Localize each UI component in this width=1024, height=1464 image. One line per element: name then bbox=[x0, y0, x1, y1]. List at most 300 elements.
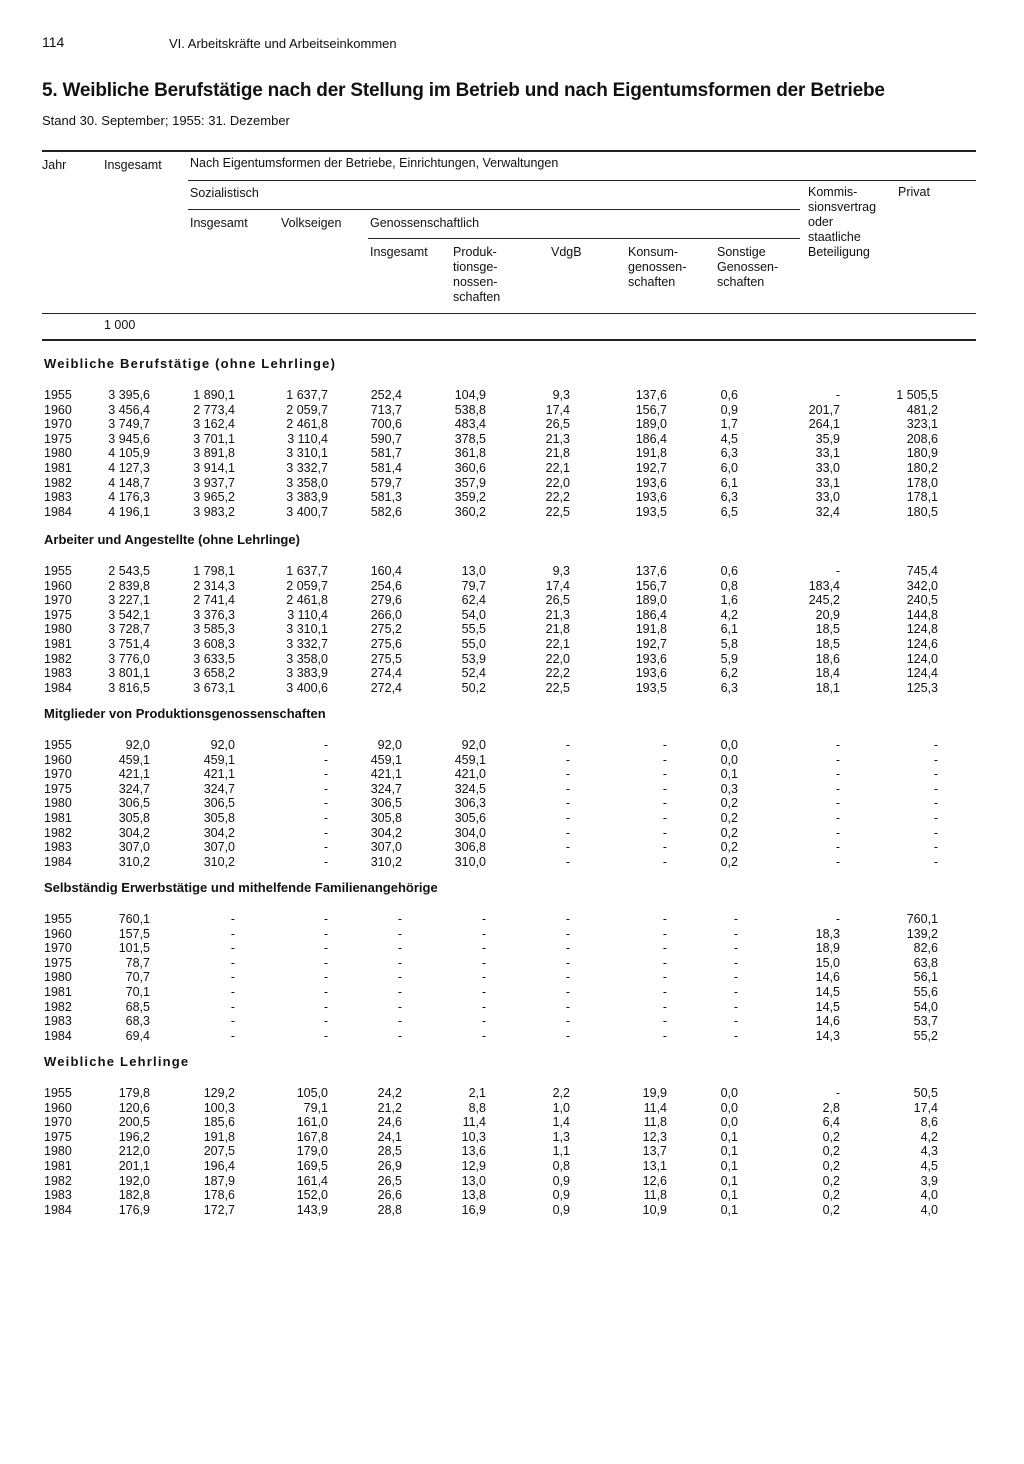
cell-year: 1960 bbox=[44, 926, 72, 941]
cell-kommission: - bbox=[835, 810, 840, 825]
table-row bbox=[0, 826, 1024, 841]
cell-produktion: 360,2 bbox=[454, 504, 486, 519]
cell-konsum: 19,9 bbox=[642, 1086, 667, 1100]
cell-sonstige: 0,2 bbox=[720, 840, 738, 855]
cell-konsum: 193,6 bbox=[635, 490, 667, 505]
cell-produktion: 92,0 bbox=[461, 738, 486, 752]
cell-kommission: - bbox=[835, 738, 840, 752]
cell-konsum: 192,7 bbox=[635, 636, 667, 651]
cell-konsum: - bbox=[662, 955, 667, 970]
table-row bbox=[0, 782, 1024, 797]
table-row bbox=[0, 1101, 1024, 1116]
cell-kommission: - bbox=[835, 840, 840, 855]
cell-sonstige: 0,1 bbox=[720, 1144, 738, 1159]
cell-privat: 8,6 bbox=[920, 1115, 938, 1130]
table-row bbox=[0, 941, 1024, 956]
cell-vdgb: 22,0 bbox=[545, 475, 570, 490]
table-row bbox=[0, 681, 1024, 696]
cell-volkseigen: 2 461,8 bbox=[286, 417, 328, 432]
cell-privat: - bbox=[933, 781, 938, 796]
cell-year: 1981 bbox=[44, 810, 72, 825]
cell-sonstige: 5,9 bbox=[720, 651, 738, 666]
cell-volkseigen: - bbox=[323, 854, 328, 869]
chapter-title: VI. Arbeitskräfte und Arbeitseinkommen bbox=[169, 36, 397, 51]
cell-produktion: 54,0 bbox=[461, 607, 486, 622]
cell-kommission: 18,4 bbox=[815, 666, 840, 681]
cell-konsum: - bbox=[662, 999, 667, 1014]
cell-konsum: 191,8 bbox=[635, 622, 667, 637]
cell-soz-insgesamt: - bbox=[230, 955, 235, 970]
cell-volkseigen: - bbox=[323, 999, 328, 1014]
cell-kommission: 32,4 bbox=[815, 504, 840, 519]
cell-soz-insgesamt: - bbox=[230, 1014, 235, 1029]
header-top-rule bbox=[42, 150, 976, 152]
cell-sonstige: 1,6 bbox=[720, 593, 738, 608]
cell-kommission: - bbox=[835, 912, 840, 926]
cell-insgesamt: 179,8 bbox=[118, 1086, 150, 1100]
cell-kommission: 18,3 bbox=[815, 926, 840, 941]
cell-vdgb: 9,3 bbox=[552, 564, 570, 578]
cell-gen-insgesamt: - bbox=[397, 999, 402, 1014]
cell-gen-insgesamt: 713,7 bbox=[370, 402, 402, 417]
cell-sonstige: 0,0 bbox=[720, 1086, 738, 1100]
page-number: 114 bbox=[42, 34, 65, 50]
cell-year: 1981 bbox=[44, 460, 72, 475]
cell-kommission: 183,4 bbox=[808, 578, 840, 593]
cell-soz-insgesamt: 304,2 bbox=[203, 825, 235, 840]
cell-sonstige: 0,0 bbox=[720, 752, 738, 767]
cell-vdgb: 22,1 bbox=[545, 460, 570, 475]
table-row bbox=[0, 593, 1024, 608]
cell-vdgb: - bbox=[565, 984, 570, 999]
cell-volkseigen: - bbox=[323, 970, 328, 985]
cell-volkseigen: 152,0 bbox=[296, 1188, 328, 1203]
cell-konsum: 10,9 bbox=[642, 1202, 667, 1217]
cell-insgesamt: 182,8 bbox=[118, 1188, 150, 1203]
cell-insgesamt: 3 945,6 bbox=[108, 431, 150, 446]
cell-produktion: 104,9 bbox=[454, 388, 486, 402]
cell-soz-insgesamt: 196,4 bbox=[203, 1158, 235, 1173]
cell-year: 1983 bbox=[44, 666, 72, 681]
cell-volkseigen: - bbox=[323, 796, 328, 811]
cell-konsum: 193,5 bbox=[635, 504, 667, 519]
cell-insgesamt: 3 749,7 bbox=[108, 417, 150, 432]
cell-konsum: - bbox=[662, 752, 667, 767]
cell-produktion: 324,5 bbox=[454, 781, 486, 796]
cell-insgesamt: 69,4 bbox=[125, 1028, 150, 1043]
cell-insgesamt: 157,5 bbox=[118, 926, 150, 941]
cell-kommission: - bbox=[835, 564, 840, 578]
cell-year: 1960 bbox=[44, 402, 72, 417]
cell-sonstige: 0,6 bbox=[720, 564, 738, 578]
table-row bbox=[0, 1188, 1024, 1203]
cell-gen-insgesamt: - bbox=[397, 926, 402, 941]
cell-produktion: - bbox=[481, 1028, 486, 1043]
cell-konsum: - bbox=[662, 912, 667, 926]
table-row bbox=[0, 490, 1024, 505]
cell-insgesamt: 70,1 bbox=[125, 984, 150, 999]
cell-sonstige: - bbox=[733, 984, 738, 999]
cell-kommission: - bbox=[835, 752, 840, 767]
cell-vdgb: 22,2 bbox=[545, 666, 570, 681]
cell-kommission: 18,6 bbox=[815, 651, 840, 666]
cell-volkseigen: - bbox=[323, 984, 328, 999]
cell-year: 1984 bbox=[44, 504, 72, 519]
cell-soz-insgesamt: 185,6 bbox=[203, 1115, 235, 1130]
table-row bbox=[0, 461, 1024, 476]
cell-gen-insgesamt: 160,4 bbox=[370, 564, 402, 578]
cell-sonstige: 6,2 bbox=[720, 666, 738, 681]
table-row bbox=[0, 1000, 1024, 1015]
col-konsum: Konsum- genossen- schaften bbox=[628, 245, 687, 289]
cell-produktion: - bbox=[481, 941, 486, 956]
cell-insgesamt: 196,2 bbox=[118, 1129, 150, 1144]
cell-insgesamt: 310,2 bbox=[118, 854, 150, 869]
cell-sonstige: 0,2 bbox=[720, 854, 738, 869]
cell-volkseigen: - bbox=[323, 941, 328, 956]
cell-privat: 4,0 bbox=[920, 1188, 938, 1203]
cell-year: 1955 bbox=[44, 1086, 72, 1100]
cell-produktion: 361,8 bbox=[454, 446, 486, 461]
col-insgesamt: Insgesamt bbox=[104, 158, 162, 172]
col-gen-insgesamt: Insgesamt bbox=[370, 245, 428, 259]
cell-produktion: 305,6 bbox=[454, 810, 486, 825]
cell-konsum: - bbox=[662, 767, 667, 782]
cell-sonstige: 6,3 bbox=[720, 490, 738, 505]
cell-sonstige: - bbox=[733, 1028, 738, 1043]
table-row bbox=[0, 1014, 1024, 1029]
cell-konsum: - bbox=[662, 810, 667, 825]
cell-privat: 82,6 bbox=[913, 941, 938, 956]
cell-privat: 56,1 bbox=[913, 970, 938, 985]
cell-konsum: 189,0 bbox=[635, 593, 667, 608]
cell-konsum: 156,7 bbox=[635, 402, 667, 417]
cell-gen-insgesamt: 307,0 bbox=[370, 840, 402, 855]
cell-vdgb: - bbox=[565, 970, 570, 985]
cell-kommission: - bbox=[835, 781, 840, 796]
cell-soz-insgesamt: 3 937,7 bbox=[193, 475, 235, 490]
cell-volkseigen: - bbox=[323, 781, 328, 796]
cell-vdgb: - bbox=[565, 738, 570, 752]
cell-sonstige: 0,2 bbox=[720, 825, 738, 840]
cell-year: 1955 bbox=[44, 912, 72, 926]
cell-volkseigen: 3 332,7 bbox=[286, 636, 328, 651]
cell-vdgb: 17,4 bbox=[545, 402, 570, 417]
cell-produktion: 50,2 bbox=[461, 680, 486, 695]
cell-sonstige: 6,3 bbox=[720, 446, 738, 461]
col-produktion: Produk- tionsge- nossen- schaften bbox=[453, 245, 501, 304]
table-row bbox=[0, 1115, 1024, 1130]
cell-kommission: 15,0 bbox=[815, 955, 840, 970]
cell-privat: 481,2 bbox=[906, 402, 938, 417]
cell-sonstige: - bbox=[733, 912, 738, 926]
section-title: Weibliche Lehrlinge bbox=[44, 1054, 190, 1069]
cell-soz-insgesamt: 310,2 bbox=[203, 854, 235, 869]
cell-soz-insgesamt: 3 658,2 bbox=[193, 666, 235, 681]
cell-vdgb: 21,8 bbox=[545, 446, 570, 461]
cell-konsum: 186,4 bbox=[635, 431, 667, 446]
cell-privat: 17,4 bbox=[913, 1100, 938, 1115]
cell-vdgb: - bbox=[565, 825, 570, 840]
cell-vdgb: 1,1 bbox=[552, 1144, 570, 1159]
cell-gen-insgesamt: 272,4 bbox=[370, 680, 402, 695]
cell-produktion: 79,7 bbox=[461, 578, 486, 593]
cell-soz-insgesamt: 92,0 bbox=[210, 738, 235, 752]
cell-produktion: - bbox=[481, 1014, 486, 1029]
cell-privat: - bbox=[933, 810, 938, 825]
cell-soz-insgesamt: 3 376,3 bbox=[193, 607, 235, 622]
cell-produktion: 8,8 bbox=[468, 1100, 486, 1115]
cell-volkseigen: - bbox=[323, 955, 328, 970]
cell-produktion: 53,9 bbox=[461, 651, 486, 666]
cell-privat: 180,5 bbox=[906, 504, 938, 519]
cell-volkseigen: 3 110,4 bbox=[287, 431, 328, 446]
cell-konsum: - bbox=[662, 825, 667, 840]
cell-soz-insgesamt: 2 741,4 bbox=[193, 593, 235, 608]
cell-year: 1955 bbox=[44, 388, 72, 402]
cell-insgesamt: 101,5 bbox=[118, 941, 150, 956]
cell-produktion: 538,8 bbox=[454, 402, 486, 417]
cell-kommission: 18,5 bbox=[815, 636, 840, 651]
cell-konsum: 12,6 bbox=[642, 1173, 667, 1188]
header-bottom-rule bbox=[42, 339, 976, 341]
table-row bbox=[0, 985, 1024, 1000]
table-row bbox=[0, 622, 1024, 637]
cell-kommission: 14,6 bbox=[815, 1014, 840, 1029]
cell-produktion: - bbox=[481, 912, 486, 926]
cell-konsum: 193,6 bbox=[635, 651, 667, 666]
cell-insgesamt: 3 395,6 bbox=[108, 388, 150, 402]
cell-produktion: 359,2 bbox=[454, 490, 486, 505]
cell-year: 1960 bbox=[44, 1100, 72, 1115]
cell-privat: 125,3 bbox=[906, 680, 938, 695]
cell-volkseigen: - bbox=[323, 767, 328, 782]
table-title: 5. Weibliche Berufstätige nach der Stellung im Betrieb und nach Eigentumsformen der Betriebe bbox=[42, 80, 885, 101]
cell-vdgb: - bbox=[565, 941, 570, 956]
table-row bbox=[0, 1086, 1024, 1101]
cell-sonstige: 0,1 bbox=[720, 1173, 738, 1188]
cell-konsum: - bbox=[662, 970, 667, 985]
cell-year: 1984 bbox=[44, 854, 72, 869]
section-rows bbox=[0, 1086, 1024, 1217]
cell-vdgb: - bbox=[565, 854, 570, 869]
cell-insgesamt: 2 543,5 bbox=[108, 564, 150, 578]
cell-kommission: 18,5 bbox=[815, 622, 840, 637]
cell-produktion: 459,1 bbox=[454, 752, 486, 767]
cell-insgesamt: 92,0 bbox=[125, 738, 150, 752]
cell-soz-insgesamt: 3 673,1 bbox=[193, 680, 235, 695]
header-rule-eigentum bbox=[188, 180, 976, 181]
cell-soz-insgesamt: 3 585,3 bbox=[193, 622, 235, 637]
cell-kommission: 6,4 bbox=[822, 1115, 840, 1130]
cell-volkseigen: 161,4 bbox=[296, 1173, 328, 1188]
cell-year: 1982 bbox=[44, 1173, 72, 1188]
cell-volkseigen: 3 110,4 bbox=[287, 607, 328, 622]
cell-insgesamt: 3 456,4 bbox=[108, 402, 150, 417]
cell-produktion: 10,3 bbox=[461, 1129, 486, 1144]
cell-sonstige: 0,2 bbox=[720, 810, 738, 825]
cell-privat: 124,0 bbox=[906, 651, 938, 666]
col-volkseigen: Volkseigen bbox=[281, 216, 342, 230]
col-privat: Privat bbox=[898, 185, 930, 199]
cell-soz-insgesamt: 3 162,4 bbox=[193, 417, 235, 432]
cell-kommission: 264,1 bbox=[808, 417, 840, 432]
cell-privat: 178,1 bbox=[906, 490, 938, 505]
cell-year: 1984 bbox=[44, 680, 72, 695]
cell-insgesamt: 192,0 bbox=[118, 1173, 150, 1188]
col-kommission: Kommis- sionsvertrag oder staatliche Beteiligung bbox=[808, 185, 877, 259]
cell-insgesamt: 459,1 bbox=[118, 752, 150, 767]
cell-gen-insgesamt: 275,2 bbox=[370, 622, 402, 637]
cell-vdgb: 22,5 bbox=[545, 504, 570, 519]
cell-volkseigen: 2 059,7 bbox=[286, 402, 328, 417]
table-row bbox=[0, 840, 1024, 855]
cell-year: 1984 bbox=[44, 1028, 72, 1043]
cell-gen-insgesamt: 252,4 bbox=[370, 388, 402, 402]
cell-year: 1975 bbox=[44, 431, 72, 446]
cell-sonstige: 0,1 bbox=[720, 1158, 738, 1173]
cell-konsum: - bbox=[662, 926, 667, 941]
table-row bbox=[0, 1159, 1024, 1174]
section-title: Selbständig Erwerbstätige und mithelfende Familienangehörige bbox=[44, 880, 438, 895]
cell-gen-insgesamt: 305,8 bbox=[370, 810, 402, 825]
cell-insgesamt: 421,1 bbox=[118, 767, 150, 782]
cell-soz-insgesamt: 324,7 bbox=[203, 781, 235, 796]
table-row bbox=[0, 927, 1024, 942]
cell-konsum: 189,0 bbox=[635, 417, 667, 432]
cell-volkseigen: - bbox=[323, 1014, 328, 1029]
cell-produktion: - bbox=[481, 926, 486, 941]
cell-year: 1980 bbox=[44, 622, 72, 637]
cell-soz-insgesamt: 307,0 bbox=[203, 840, 235, 855]
col-group-genossenschaftlich: Genossenschaftlich bbox=[370, 216, 480, 230]
cell-sonstige: - bbox=[733, 926, 738, 941]
cell-year: 1980 bbox=[44, 446, 72, 461]
cell-vdgb: - bbox=[565, 955, 570, 970]
cell-gen-insgesamt: - bbox=[397, 941, 402, 956]
cell-gen-insgesamt: 324,7 bbox=[370, 781, 402, 796]
cell-soz-insgesamt: 421,1 bbox=[203, 767, 235, 782]
cell-vdgb: 9,3 bbox=[552, 388, 570, 402]
cell-soz-insgesamt: 191,8 bbox=[203, 1129, 235, 1144]
cell-privat: 4,0 bbox=[920, 1202, 938, 1217]
cell-vdgb: 0,9 bbox=[552, 1202, 570, 1217]
cell-insgesamt: 3 776,0 bbox=[108, 651, 150, 666]
cell-konsum: - bbox=[662, 840, 667, 855]
table-row bbox=[0, 753, 1024, 768]
table-row bbox=[0, 811, 1024, 826]
cell-produktion: 483,4 bbox=[454, 417, 486, 432]
cell-year: 1975 bbox=[44, 607, 72, 622]
cell-insgesamt: 3 816,5 bbox=[108, 680, 150, 695]
cell-produktion: 306,3 bbox=[454, 796, 486, 811]
cell-privat: - bbox=[933, 752, 938, 767]
cell-konsum: 192,7 bbox=[635, 460, 667, 475]
cell-sonstige: - bbox=[733, 970, 738, 985]
cell-kommission: 33,0 bbox=[815, 460, 840, 475]
table-row bbox=[0, 446, 1024, 461]
cell-year: 1960 bbox=[44, 752, 72, 767]
cell-volkseigen: - bbox=[323, 810, 328, 825]
cell-gen-insgesamt: 21,2 bbox=[377, 1100, 402, 1115]
cell-produktion: - bbox=[481, 955, 486, 970]
cell-gen-insgesamt: 459,1 bbox=[370, 752, 402, 767]
cell-soz-insgesamt: - bbox=[230, 926, 235, 941]
cell-insgesamt: 212,0 bbox=[118, 1144, 150, 1159]
cell-year: 1970 bbox=[44, 1115, 72, 1130]
cell-sonstige: - bbox=[733, 1014, 738, 1029]
cell-soz-insgesamt: 100,3 bbox=[203, 1100, 235, 1115]
cell-privat: 760,1 bbox=[906, 912, 938, 926]
cell-soz-insgesamt: 3 914,1 bbox=[193, 460, 235, 475]
cell-gen-insgesamt: 306,5 bbox=[370, 796, 402, 811]
cell-vdgb: - bbox=[565, 912, 570, 926]
cell-soz-insgesamt: 178,6 bbox=[203, 1188, 235, 1203]
cell-kommission: - bbox=[835, 767, 840, 782]
cell-year: 1981 bbox=[44, 984, 72, 999]
cell-soz-insgesamt: 172,7 bbox=[203, 1202, 235, 1217]
cell-gen-insgesamt: 579,7 bbox=[370, 475, 402, 490]
cell-konsum: 11,4 bbox=[643, 1100, 667, 1115]
cell-soz-insgesamt: - bbox=[230, 941, 235, 956]
cell-soz-insgesamt: 3 608,3 bbox=[193, 636, 235, 651]
cell-kommission: - bbox=[835, 1086, 840, 1100]
cell-sonstige: 4,2 bbox=[720, 607, 738, 622]
cell-volkseigen: 3 383,9 bbox=[286, 666, 328, 681]
table-row bbox=[0, 1203, 1024, 1218]
cell-gen-insgesamt: 304,2 bbox=[370, 825, 402, 840]
table-row bbox=[0, 956, 1024, 971]
cell-volkseigen: 169,5 bbox=[296, 1158, 328, 1173]
cell-kommission: 35,9 bbox=[815, 431, 840, 446]
cell-privat: 323,1 bbox=[906, 417, 938, 432]
cell-produktion: 16,9 bbox=[461, 1202, 486, 1217]
cell-privat: 178,0 bbox=[906, 475, 938, 490]
cell-year: 1970 bbox=[44, 593, 72, 608]
cell-vdgb: 22,2 bbox=[545, 490, 570, 505]
cell-konsum: - bbox=[662, 1028, 667, 1043]
cell-kommission: 14,5 bbox=[815, 999, 840, 1014]
cell-insgesamt: 200,5 bbox=[118, 1115, 150, 1130]
cell-volkseigen: 1 637,7 bbox=[286, 388, 328, 402]
cell-soz-insgesamt: 3 701,1 bbox=[193, 431, 235, 446]
table-row bbox=[0, 1174, 1024, 1189]
table-row bbox=[0, 912, 1024, 927]
cell-produktion: 13,0 bbox=[461, 1173, 486, 1188]
table-subtitle: Stand 30. September; 1955: 31. Dezember bbox=[42, 113, 290, 128]
cell-kommission: - bbox=[835, 854, 840, 869]
cell-kommission: 18,9 bbox=[815, 941, 840, 956]
cell-gen-insgesamt: 700,6 bbox=[370, 417, 402, 432]
cell-kommission: 2,8 bbox=[822, 1100, 840, 1115]
cell-soz-insgesamt: - bbox=[230, 984, 235, 999]
cell-konsum: 191,8 bbox=[635, 446, 667, 461]
cell-year: 1982 bbox=[44, 651, 72, 666]
cell-sonstige: 0,0 bbox=[720, 738, 738, 752]
cell-volkseigen: 3 332,7 bbox=[286, 460, 328, 475]
cell-year: 1975 bbox=[44, 955, 72, 970]
section-title: Mitglieder von Produktionsgenossenschaften bbox=[44, 706, 326, 721]
cell-konsum: 137,6 bbox=[635, 388, 667, 402]
section-rows bbox=[0, 388, 1024, 519]
cell-gen-insgesamt: 266,0 bbox=[370, 607, 402, 622]
cell-konsum: 13,7 bbox=[642, 1144, 667, 1159]
cell-gen-insgesamt: - bbox=[397, 955, 402, 970]
cell-sonstige: - bbox=[733, 955, 738, 970]
cell-privat: 342,0 bbox=[906, 578, 938, 593]
cell-insgesamt: 120,6 bbox=[118, 1100, 150, 1115]
cell-sonstige: 0,6 bbox=[720, 388, 738, 402]
